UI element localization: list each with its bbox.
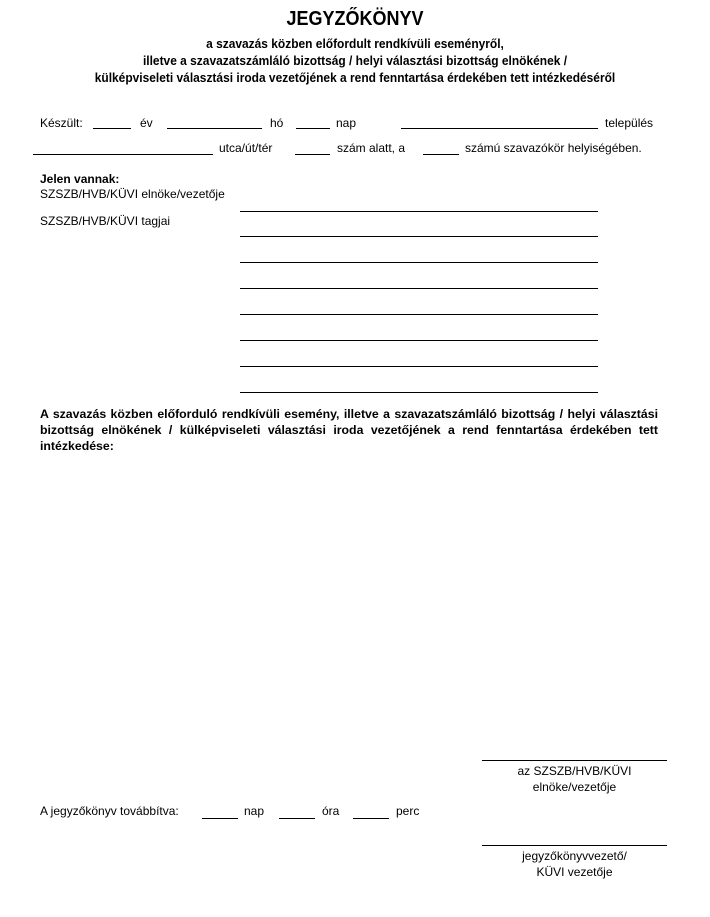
measures-paragraph: A szavazás közben előforduló rendkívüli esemény, illetve a szavazatszámláló bizottság / helyi választási bizottság elnökének / külképviseleti választási iroda vezetőjének a rend fenntartása érdekében tett intézkedése: (40, 407, 658, 453)
ho-label: hó (270, 116, 284, 130)
recorder-signature-line1: jegyzőkönyvvezető/ (522, 849, 627, 863)
members-label: SZSZB/HVB/KÜVI tagjai (40, 214, 171, 228)
recorder-signature-line2: KÜVI vezetője (536, 865, 613, 879)
subtitle-line-2: illetve a szavazatszámláló bizottság / helyi választási bizottság elnökének / (142, 53, 568, 68)
street-field[interactable] (33, 154, 213, 155)
settlement-field[interactable] (401, 128, 598, 129)
chair-label: SZSZB/HVB/KÜVI elnöke/vezetője (40, 187, 225, 201)
document-title: JEGYZŐKÖNYV (286, 8, 424, 30)
keszult-label: Készült: (40, 116, 83, 130)
subtitle-line-1: a szavazás közben előfordult rendkívüli eseményről, (206, 36, 504, 51)
member-field[interactable] (240, 340, 598, 341)
recorder-signature-line[interactable] (482, 845, 667, 846)
day-field[interactable] (296, 128, 330, 129)
forwarding-day-field[interactable] (202, 818, 238, 819)
forwarding-minute-field[interactable] (353, 818, 389, 819)
forwarding-hour-field[interactable] (279, 818, 315, 819)
house-number-field[interactable] (295, 154, 330, 155)
chair-signature-caption (482, 763, 667, 795)
chair-signature-line2: elnöke/vezetője (532, 780, 617, 794)
forwarding-ora-label: óra (322, 804, 340, 818)
szamu-label: számú szavazókör helyiségében. (465, 141, 642, 155)
member-field[interactable] (240, 392, 598, 393)
ev-label: év (140, 116, 153, 130)
member-field[interactable] (240, 262, 598, 263)
recorder-signature-caption (482, 848, 667, 880)
chair-signature-line1: az SZSZB/HVB/KÜVI (517, 764, 632, 778)
subtitle-line-3: külképviseleti választási iroda vezetőjének a rend fenntartása érdekében tett intézkedéséről (94, 70, 616, 85)
nap-label: nap (336, 116, 357, 130)
chair-signature-line[interactable] (482, 760, 667, 761)
member-field[interactable] (240, 366, 598, 367)
szam-alatt-label: szám alatt, a (337, 141, 406, 155)
telepules-label: település (605, 116, 654, 130)
member-field[interactable] (240, 236, 598, 237)
month-field[interactable] (167, 128, 262, 129)
precinct-number-field[interactable] (423, 154, 459, 155)
forwarding-nap-label: nap (244, 804, 265, 818)
forwarding-label: A jegyzőkönyv továbbítva: (40, 804, 179, 818)
forwarding-perc-label: perc (396, 804, 420, 818)
utca-label: utca/út/tér (219, 141, 273, 155)
year-field[interactable] (93, 128, 131, 129)
attendees-heading: Jelen vannak: (40, 172, 120, 186)
member-field[interactable] (240, 314, 598, 315)
chair-name-field[interactable] (240, 211, 598, 212)
member-field[interactable] (240, 288, 598, 289)
